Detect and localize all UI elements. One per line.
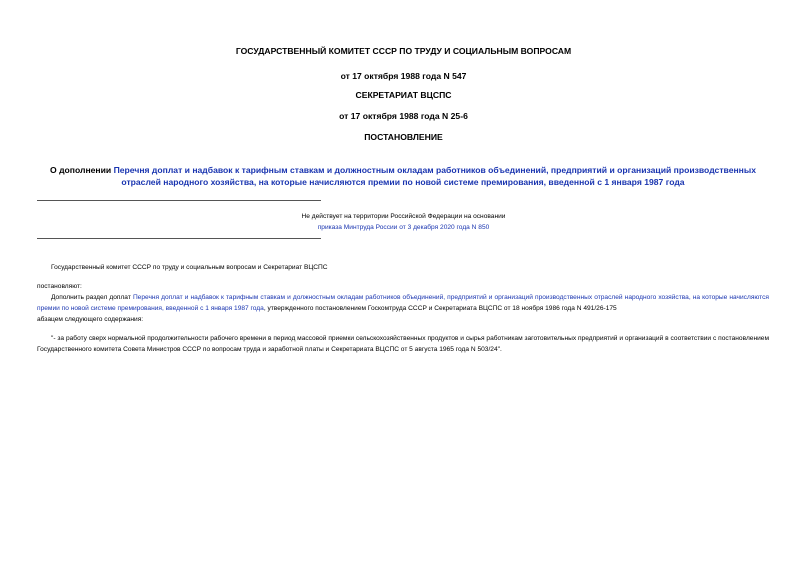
document-type: ПОСТАНОВЛЕНИЕ [364,132,443,142]
document-subject [34,164,772,188]
validity-notice-link[interactable]: приказа Минтруда России от 3 декабря 2020 года N 850 [317,224,490,231]
secretariat-heading: СЕКРЕТАРИАТ ВЦСПС [355,90,452,100]
amendment-mid: , утвержденного постановлением Госкомтруда СССР и Секретариата ВЦСПС от 18 ноября 1986 года N 491/26-175 [263,305,617,312]
resolve-line: постановляют: [37,283,82,290]
subject-link[interactable]: Перечня доплат и надбавок к тарифным ставкам и должностным окладам работников объединений, предприятий и организаций производственных отраслей народного хозяйства, на которые начисляются премии по новой системе премирования, введенной с 1 января 1987 года [113,165,756,187]
validity-notice: Не действует на территории Российской Федерации на основании [301,213,506,220]
top-divider [37,200,321,201]
committee-date: от 17 октября 1988 года N 547 [340,71,467,81]
secretariat-date: от 17 октября 1988 года N 25-6 [339,111,468,121]
quote-paragraph: "- за работу сверх нормальной продолжительности рабочего времени в период массовой приемки сельскохозяйственных продуктов и сырья работникам заготовительных предприятий и организаций в соответствии с постановлением Государственного комитета Совета Министров СССР по вопросам труда и заработной платы и Секретариата ВЦСПС от 5 августа 1965 года N 503/24". [37,335,769,353]
amendment-suffix: абзацем следующего содержания: [37,316,144,323]
amendment-prefix: Дополнить раздел доплат [51,294,133,301]
amendment-list-link[interactable]: Перечня доплат и надбавок к тарифным ставкам и должностным окладам работников объединений, предприятий и организаций производственных отраслей народного хозяйства, на которые начисляются премии по новой системе премирования, введенной с 1 января 1987 года [37,294,769,312]
amendment-paragraph [37,292,769,314]
intro-paragraph: Государственный комитет СССР по труду и социальным вопросам и Секретариат ВЦСПС [51,264,328,271]
subject-prefix: О дополнении [50,165,114,175]
bottom-divider [37,238,321,239]
committee-heading: ГОСУДАРСТВЕННЫЙ КОМИТЕТ СССР ПО ТРУДУ И СОЦИАЛЬНЫМ ВОПРОСАМ [235,46,572,56]
